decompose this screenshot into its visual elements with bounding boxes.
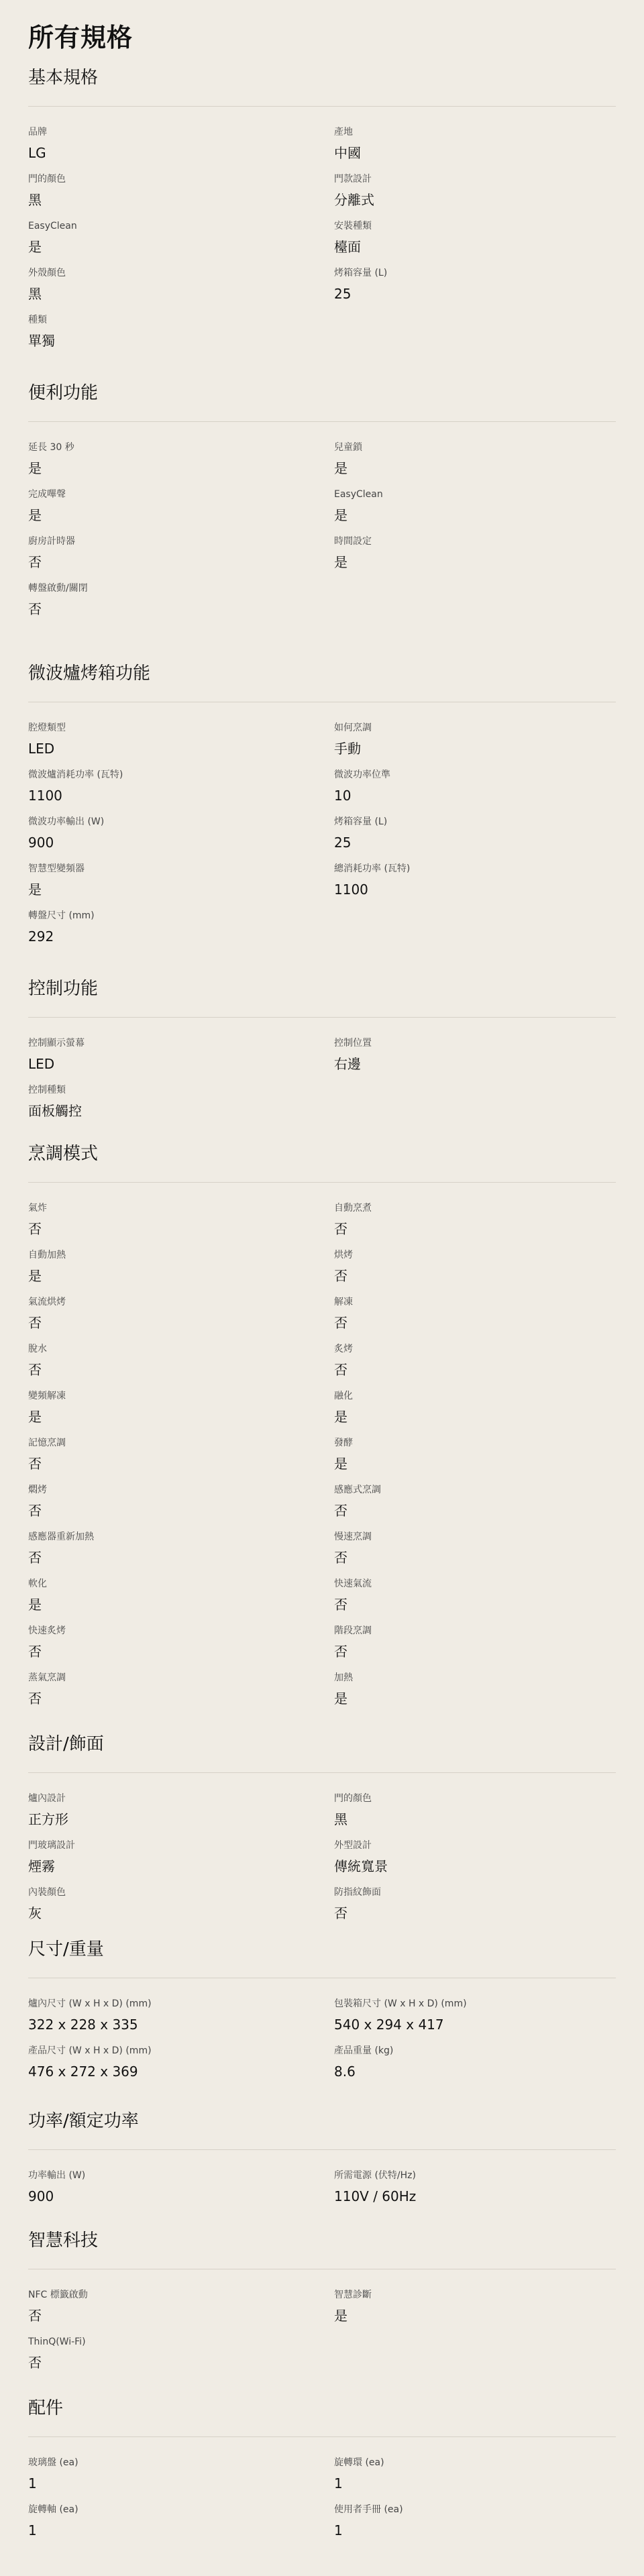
spec-label: 烤箱容量 (L) bbox=[334, 816, 388, 827]
spec-value: 否 bbox=[28, 554, 42, 570]
spec-section bbox=[28, 2211, 616, 2382]
spec-value: 是 bbox=[334, 460, 347, 476]
spec-section bbox=[28, 1920, 616, 2091]
spec-label: 爐內尺寸 (W x H x D) (mm) bbox=[28, 1998, 152, 2009]
spec-item bbox=[28, 1792, 334, 1839]
spec-value: 1 bbox=[334, 2522, 343, 2538]
spec-value: 是 bbox=[28, 507, 42, 523]
spec-label: 產品重量 (kg) bbox=[334, 2045, 394, 2056]
spec-label: 加熱 bbox=[334, 1672, 353, 1683]
spec-value: 黑 bbox=[28, 192, 42, 208]
spec-grid bbox=[28, 441, 616, 629]
spec-label: 旋轉環 (ea) bbox=[334, 2457, 384, 2468]
spec-item bbox=[28, 441, 334, 488]
spec-value: 是 bbox=[28, 1268, 42, 1284]
spec-item bbox=[28, 1671, 334, 1718]
spec-item bbox=[28, 1036, 334, 1083]
spec-value: 否 bbox=[28, 1362, 42, 1378]
spec-label: 外殼顏色 bbox=[28, 268, 66, 278]
section-title: 功率/額定功率 bbox=[28, 2092, 616, 2150]
spec-label: 快速氣流 bbox=[334, 1578, 372, 1589]
spec-value: 是 bbox=[28, 881, 42, 898]
section-title: 設計/飾面 bbox=[28, 1715, 616, 1773]
spec-label: 使用者手冊 (ea) bbox=[334, 2504, 403, 2515]
spec-label: 控制顯示螢幕 bbox=[28, 1038, 85, 1049]
spec-item bbox=[28, 1389, 334, 1436]
spec-value: 是 bbox=[28, 239, 42, 255]
spec-value: 否 bbox=[28, 2355, 42, 2371]
spec-grid bbox=[28, 1036, 616, 1130]
spec-label: 自動烹煮 bbox=[334, 1203, 372, 1214]
spec-item bbox=[28, 2456, 334, 2503]
spec-item bbox=[28, 768, 334, 815]
spec-item bbox=[28, 721, 334, 768]
section-title: 控制功能 bbox=[28, 959, 616, 1018]
spec-label: 氣流烘烤 bbox=[28, 1297, 66, 1307]
spec-label: 完成嗶聲 bbox=[28, 489, 66, 500]
spec-value: 否 bbox=[334, 1905, 347, 1921]
spec-item bbox=[28, 1201, 334, 1248]
spec-value: 否 bbox=[28, 601, 42, 617]
spec-item bbox=[334, 1436, 616, 1483]
spec-value: 1100 bbox=[28, 788, 62, 804]
spec-item bbox=[334, 172, 616, 219]
spec-item bbox=[334, 721, 616, 768]
spec-label: 自動加熱 bbox=[28, 1250, 66, 1260]
spec-label: 延長 30 秒 bbox=[28, 442, 74, 453]
spec-value: 分離式 bbox=[334, 192, 374, 208]
spec-label: EasyClean bbox=[28, 221, 77, 231]
spec-item bbox=[334, 488, 616, 535]
spec-item bbox=[334, 2503, 616, 2550]
spec-value: 否 bbox=[334, 1503, 347, 1519]
spec-label: 感應器重新加熱 bbox=[28, 1532, 94, 1542]
spec-label: 微波功率位準 bbox=[334, 769, 390, 780]
spec-grid bbox=[28, 2169, 616, 2216]
spec-value: 否 bbox=[334, 1597, 347, 1613]
spec-label: 融化 bbox=[334, 1391, 353, 1401]
spec-item bbox=[334, 1997, 616, 2044]
spec-label: 總消耗功率 (瓦特) bbox=[334, 863, 411, 874]
spec-item bbox=[334, 815, 616, 862]
spec-grid bbox=[28, 1997, 616, 2091]
spec-section bbox=[28, 364, 616, 629]
spec-item bbox=[28, 219, 334, 266]
spec-value: 否 bbox=[28, 1644, 42, 1660]
spec-label: 慢速烹調 bbox=[334, 1532, 372, 1542]
spec-item bbox=[28, 1997, 334, 2044]
spec-value: 否 bbox=[28, 1315, 42, 1331]
spec-value: 否 bbox=[334, 1268, 347, 1284]
spec-item bbox=[28, 862, 334, 909]
spec-section bbox=[28, 2092, 616, 2216]
spec-item bbox=[334, 1577, 616, 1624]
spec-value: 否 bbox=[334, 1644, 347, 1660]
spec-item bbox=[334, 1389, 616, 1436]
spec-label: 產品尺寸 (W x H x D) (mm) bbox=[28, 2045, 152, 2056]
spec-label: 門款設計 bbox=[334, 174, 372, 184]
spec-section bbox=[28, 644, 616, 956]
spec-item bbox=[28, 313, 334, 360]
spec-item bbox=[334, 2288, 616, 2335]
spec-value: 是 bbox=[334, 2308, 347, 2324]
spec-item bbox=[334, 1201, 616, 1248]
spec-item bbox=[334, 2044, 616, 2091]
spec-item bbox=[334, 441, 616, 488]
spec-value: 110V / 60Hz bbox=[334, 2188, 417, 2204]
spec-value: 否 bbox=[28, 1690, 42, 1707]
spec-item bbox=[334, 1295, 616, 1342]
spec-value: 是 bbox=[28, 1409, 42, 1425]
spec-item bbox=[28, 2288, 334, 2335]
spec-label: NFC 標籤啟動 bbox=[28, 2290, 88, 2300]
spec-value: 10 bbox=[334, 788, 352, 804]
spec-label: 蒸氣烹調 bbox=[28, 1672, 66, 1683]
spec-value: 292 bbox=[28, 928, 54, 945]
spec-label: 烤箱容量 (L) bbox=[334, 268, 388, 278]
spec-value: 是 bbox=[28, 1597, 42, 1613]
spec-item bbox=[334, 1671, 616, 1718]
spec-label: 控制位置 bbox=[334, 1038, 372, 1049]
spec-label: 快速炙烤 bbox=[28, 1625, 66, 1636]
spec-value: 476 x 272 x 369 bbox=[28, 2063, 138, 2080]
spec-item bbox=[28, 1483, 334, 1530]
spec-value: 1100 bbox=[334, 881, 368, 898]
spec-label: 微波爐消耗功率 (瓦特) bbox=[28, 769, 123, 780]
spec-item bbox=[334, 1624, 616, 1671]
spec-label: 炙烤 bbox=[334, 1344, 353, 1354]
spec-item bbox=[28, 1083, 334, 1130]
spec-grid bbox=[28, 2288, 616, 2382]
spec-item bbox=[334, 535, 616, 582]
spec-label: 兒童鎖 bbox=[334, 442, 362, 453]
spec-section bbox=[28, 959, 616, 1130]
spec-label: 玻璃盤 (ea) bbox=[28, 2457, 78, 2468]
spec-value: LED bbox=[28, 741, 55, 757]
spec-item bbox=[28, 815, 334, 862]
spec-item bbox=[334, 862, 616, 909]
spec-item bbox=[28, 172, 334, 219]
spec-item bbox=[334, 1483, 616, 1530]
spec-item bbox=[334, 266, 616, 313]
spec-label: 所需電源 (伏特/Hz) bbox=[334, 2170, 416, 2181]
spec-label: 智慧診斷 bbox=[334, 2290, 372, 2300]
spec-section bbox=[28, 2379, 616, 2550]
spec-label: 如何烹調 bbox=[334, 722, 372, 733]
spec-value: 手動 bbox=[334, 741, 361, 757]
spec-value: 否 bbox=[334, 1550, 347, 1566]
spec-item bbox=[334, 1530, 616, 1577]
spec-label: 門玻璃設計 bbox=[28, 1840, 75, 1851]
spec-label: 旋轉軸 (ea) bbox=[28, 2504, 78, 2515]
section-title: 烹調模式 bbox=[28, 1124, 616, 1183]
spec-value: 是 bbox=[334, 507, 347, 523]
spec-label: 內裝顏色 bbox=[28, 1887, 66, 1898]
spec-item bbox=[334, 125, 616, 172]
spec-item bbox=[334, 1248, 616, 1295]
spec-label: 感應式烹調 bbox=[334, 1485, 381, 1495]
spec-label: 燜烤 bbox=[28, 1485, 47, 1495]
spec-label: 解凍 bbox=[334, 1297, 353, 1307]
spec-item bbox=[28, 125, 334, 172]
spec-item bbox=[28, 1530, 334, 1577]
spec-item bbox=[334, 1792, 616, 1839]
spec-label: 功率輸出 (W) bbox=[28, 2170, 86, 2181]
spec-value: 單獨 bbox=[28, 333, 55, 349]
spec-label: 控制種類 bbox=[28, 1085, 66, 1095]
spec-label: 發酵 bbox=[334, 1438, 353, 1448]
spec-value: 900 bbox=[28, 2188, 54, 2204]
section-title: 基本規格 bbox=[28, 48, 616, 107]
spec-label: 品牌 bbox=[28, 127, 47, 138]
spec-label: 階段烹調 bbox=[334, 1625, 372, 1636]
spec-value: 灰 bbox=[28, 1905, 42, 1921]
spec-label: 包裝箱尺寸 (W x H x D) (mm) bbox=[334, 1998, 467, 2009]
spec-item bbox=[28, 2335, 334, 2382]
spec-label: 腔燈類型 bbox=[28, 722, 66, 733]
spec-label: 智慧型變頻器 bbox=[28, 863, 85, 874]
spec-value: 8.6 bbox=[334, 2063, 356, 2080]
section-title: 尺寸/重量 bbox=[28, 1920, 616, 1978]
spec-value: 否 bbox=[334, 1221, 347, 1237]
spec-label: 種類 bbox=[28, 315, 47, 325]
spec-item bbox=[334, 219, 616, 266]
spec-item bbox=[28, 488, 334, 535]
section-title: 便利功能 bbox=[28, 364, 616, 422]
spec-grid bbox=[28, 125, 616, 360]
spec-section bbox=[28, 1715, 616, 1933]
spec-value: LG bbox=[28, 145, 46, 161]
spec-label: 廚房計時器 bbox=[28, 536, 75, 547]
spec-value: 25 bbox=[334, 835, 352, 851]
spec-value: 黑 bbox=[334, 1811, 347, 1827]
spec-label: 脫水 bbox=[28, 1344, 47, 1354]
spec-value: 900 bbox=[28, 835, 54, 851]
spec-value: 右邊 bbox=[334, 1056, 361, 1072]
spec-value: 檯面 bbox=[334, 239, 361, 255]
spec-value: 否 bbox=[28, 2308, 42, 2324]
spec-value: 煙霧 bbox=[28, 1858, 55, 1874]
spec-value: 傳統寬景 bbox=[334, 1858, 388, 1874]
spec-grid bbox=[28, 2456, 616, 2550]
spec-value: 是 bbox=[334, 1690, 347, 1707]
spec-label: 變頻解凍 bbox=[28, 1391, 66, 1401]
spec-label: EasyClean bbox=[334, 489, 383, 500]
spec-value: 1 bbox=[334, 2475, 343, 2491]
spec-value: 面板觸控 bbox=[28, 1103, 82, 1119]
spec-item bbox=[28, 266, 334, 313]
spec-item bbox=[28, 2044, 334, 2091]
spec-item bbox=[334, 768, 616, 815]
spec-value: 540 x 294 x 417 bbox=[334, 2017, 444, 2033]
spec-label: 門的顏色 bbox=[334, 1793, 372, 1804]
spec-label: 外型設計 bbox=[334, 1840, 372, 1851]
spec-value: 否 bbox=[28, 1221, 42, 1237]
spec-item bbox=[334, 1036, 616, 1083]
spec-value: 是 bbox=[334, 1456, 347, 1472]
specs-page bbox=[28, 0, 616, 2538]
spec-item bbox=[28, 1577, 334, 1624]
spec-label: 記憶烹調 bbox=[28, 1438, 66, 1448]
spec-value: 正方形 bbox=[28, 1811, 68, 1827]
spec-item bbox=[28, 582, 334, 629]
spec-value: LED bbox=[28, 1056, 55, 1072]
spec-item bbox=[334, 2456, 616, 2503]
spec-value: 25 bbox=[334, 286, 352, 302]
page-title: 所有規格 bbox=[28, 23, 133, 52]
spec-label: 時間設定 bbox=[334, 536, 372, 547]
spec-grid bbox=[28, 1201, 616, 1718]
spec-value: 否 bbox=[334, 1362, 347, 1378]
spec-label: 軟化 bbox=[28, 1578, 47, 1589]
spec-item bbox=[28, 1248, 334, 1295]
spec-label: 微波功率輸出 (W) bbox=[28, 816, 105, 827]
spec-value: 322 x 228 x 335 bbox=[28, 2017, 138, 2033]
spec-value: 否 bbox=[28, 1550, 42, 1566]
spec-label: ThinQ(Wi-Fi) bbox=[28, 2337, 86, 2347]
spec-value: 1 bbox=[28, 2522, 37, 2538]
spec-value: 否 bbox=[28, 1456, 42, 1472]
spec-item bbox=[28, 1839, 334, 1886]
spec-section bbox=[28, 1124, 616, 1718]
spec-label: 氣炸 bbox=[28, 1203, 47, 1214]
spec-item bbox=[334, 2169, 616, 2216]
section-title: 配件 bbox=[28, 2379, 616, 2437]
spec-item bbox=[28, 2503, 334, 2550]
spec-item bbox=[28, 1436, 334, 1483]
spec-value: 是 bbox=[28, 460, 42, 476]
spec-label: 烘烤 bbox=[334, 1250, 353, 1260]
spec-value: 是 bbox=[334, 554, 347, 570]
spec-label: 爐內設計 bbox=[28, 1793, 66, 1804]
spec-grid bbox=[28, 1792, 616, 1933]
spec-value: 否 bbox=[28, 1503, 42, 1519]
spec-item bbox=[334, 1839, 616, 1886]
spec-item bbox=[28, 1342, 334, 1389]
section-title: 微波爐烤箱功能 bbox=[28, 644, 616, 702]
spec-label: 轉盤尺寸 (mm) bbox=[28, 910, 95, 921]
spec-label: 產地 bbox=[334, 127, 353, 138]
spec-value: 是 bbox=[334, 1409, 347, 1425]
spec-item bbox=[334, 1342, 616, 1389]
spec-value: 否 bbox=[334, 1315, 347, 1331]
spec-item bbox=[28, 909, 334, 956]
spec-item bbox=[28, 1624, 334, 1671]
spec-label: 防指紋飾面 bbox=[334, 1887, 381, 1898]
spec-grid bbox=[28, 721, 616, 956]
spec-section bbox=[28, 48, 616, 360]
spec-label: 門的顏色 bbox=[28, 174, 66, 184]
spec-item bbox=[28, 2169, 334, 2216]
spec-item bbox=[28, 535, 334, 582]
spec-value: 黑 bbox=[28, 286, 42, 302]
spec-label: 安裝種類 bbox=[334, 221, 372, 231]
section-title: 智慧科技 bbox=[28, 2211, 616, 2269]
spec-value: 中國 bbox=[334, 145, 361, 161]
spec-item bbox=[28, 1295, 334, 1342]
spec-value: 1 bbox=[28, 2475, 37, 2491]
spec-label: 轉盤啟動/關閉 bbox=[28, 583, 88, 594]
